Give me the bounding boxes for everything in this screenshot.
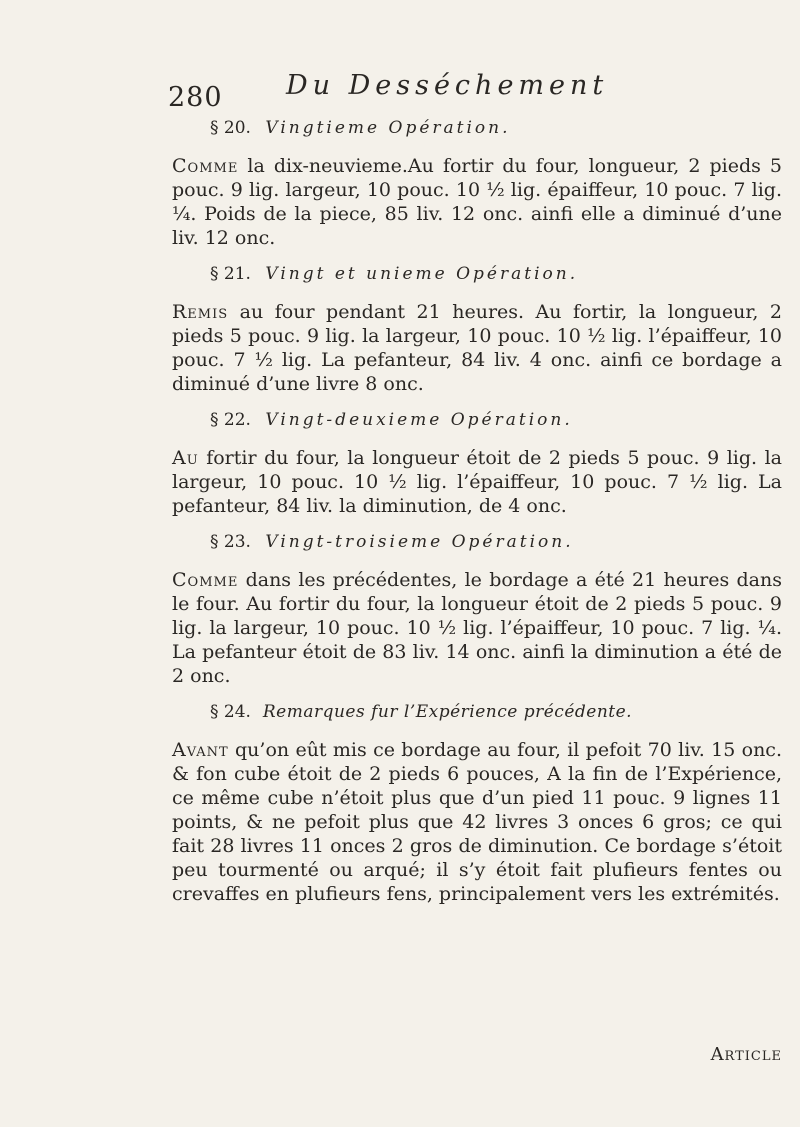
section-21	[172, 264, 782, 396]
page-header	[168, 70, 728, 113]
section-number: § 21.	[210, 264, 251, 284]
paragraph-text: dans les précédentes, le bordage a été 21 heures dans le four. Au fortir du four, la longueur étoit de 2 pieds 5 pouc. 9 lig. la largeur, 10 pouc. 10 ½ lig. l’épaiffeur, 10 pouc. 7 lig. ¼. La pefanteur étoit de 83 liv. 14 onc. ainfi la diminution a été de 2 onc.	[172, 569, 782, 687]
section-23	[172, 532, 782, 688]
section-title: Vingt et unieme Opération.	[265, 264, 579, 284]
paragraph-lead: Avant	[172, 739, 229, 761]
section-number: § 24.	[210, 702, 251, 722]
paragraph	[172, 300, 782, 396]
section-heading	[210, 410, 782, 430]
paragraph-lead: Remis	[172, 301, 229, 323]
section-title: Vingt-troisieme Opération.	[265, 532, 574, 552]
catchword: Article	[710, 1044, 782, 1065]
section-number: § 20.	[210, 118, 251, 138]
section-title: Vingtieme Opération.	[265, 118, 511, 138]
section-number: § 23.	[210, 532, 251, 552]
paragraph-lead: Comme	[172, 155, 239, 177]
page-body	[172, 118, 782, 920]
section-24	[172, 702, 782, 906]
section-heading	[210, 264, 782, 284]
section-title: Vingt-deuxieme Opération.	[265, 410, 573, 430]
section-20	[172, 118, 782, 250]
running-title: Du Desséchement	[286, 70, 609, 101]
page-number: 280	[168, 82, 223, 113]
paragraph	[172, 568, 782, 688]
section-heading	[210, 118, 782, 138]
paragraph-text: qu’on eût mis ce bordage au four, il pefoit 70 liv. 15 onc. & fon cube étoit de 2 pieds 6 pouces, A la fin de l’Expérience, ce même cube n’étoit plus que d’un pied 11 pouc. 9 lignes 11 points, & ne pefoit plus que 42 livres 3 onces 6 gros; ce qui fait 28 livres 11 onces 2 gros de diminution. Ce bordage s’étoit peu tourmenté ou arqué; il s’y étoit fait plufieurs fentes ou crevaffes en plufieurs fens, principalement vers les extrémités.	[172, 739, 782, 905]
paragraph	[172, 738, 782, 906]
paragraph-text: au four pendant 21 heures. Au fortir, la longueur, 2 pieds 5 pouc. 9 lig. la largeur, 10 pouc. 10 ½ lig. l’épaiffeur, 10 pouc. 7 ½ lig. La pefanteur, 84 liv. 4 onc. ainfi ce bordage a diminué d’une livre 8 onc.	[172, 301, 782, 395]
section-heading	[210, 532, 782, 552]
section-22	[172, 410, 782, 518]
paragraph-lead: Au	[172, 447, 199, 469]
section-heading	[210, 702, 782, 722]
paragraph-text: fortir du four, la longueur étoit de 2 pieds 5 pouc. 9 lig. la largeur, 10 pouc. 10 ½ lig. l’épaiffeur, 10 pouc. 7 ½ lig. La pefanteur, 84 liv. la diminution, de 4 onc.	[172, 447, 782, 517]
paragraph-text: la dix-neuvieme.Au fortir du four, longueur, 2 pieds 5 pouc. 9 lig. largeur, 10 pouc. 10 ½ lig. épaiffeur, 10 pouc. 7 lig. ¼. Poids de la piece, 85 liv. 12 onc. ainfi elle a diminué d’une liv. 12 onc.	[172, 155, 782, 249]
paragraph	[172, 154, 782, 250]
section-title: Remarques fur l’Expérience précédente.	[262, 702, 633, 722]
paragraph	[172, 446, 782, 518]
paragraph-lead: Comme	[172, 569, 239, 591]
section-number: § 22.	[210, 410, 251, 430]
